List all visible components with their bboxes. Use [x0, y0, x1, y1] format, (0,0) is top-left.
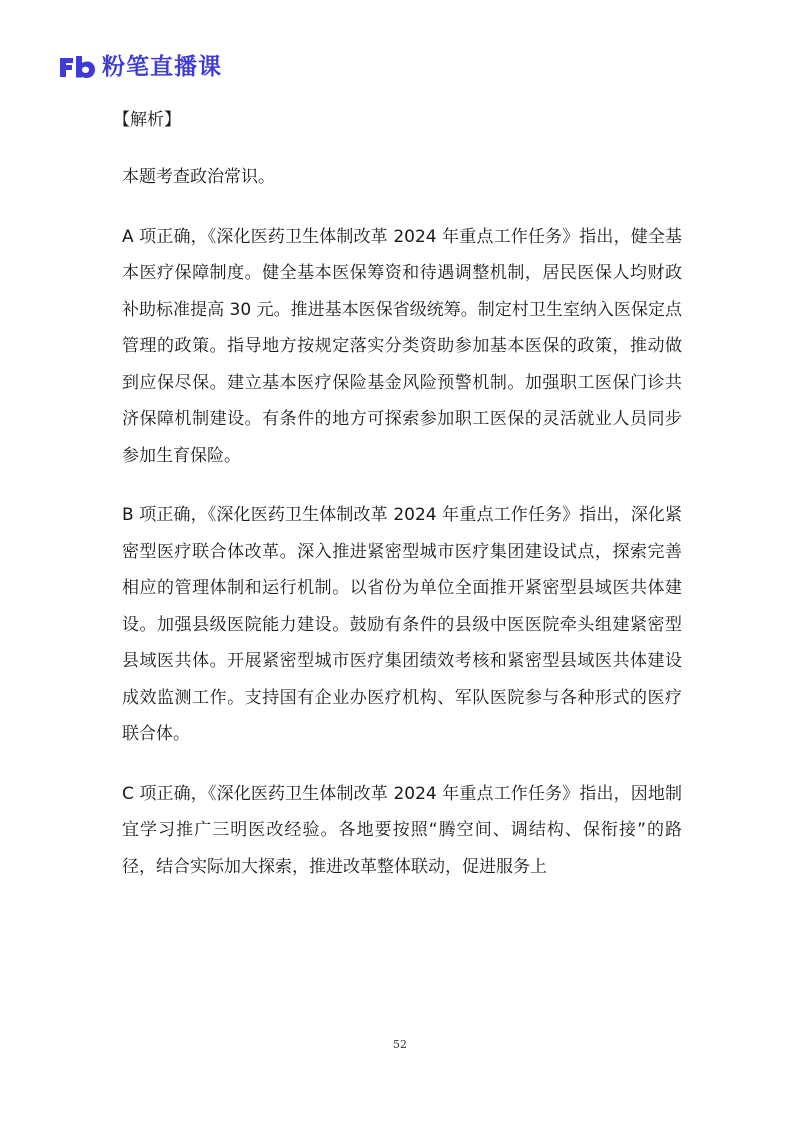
paragraph-intro: 本题考查政治常识。	[122, 167, 275, 187]
section-heading: 【解析】	[113, 110, 181, 130]
paragraph-option-b: B 项正确，《深化医药卫生体制改革 2024 年重点工作任务》指出，深化紧密型医疗联合体改革。深入推进紧密型城市医疗集团建设试点，探索完善相应的管理体制和运行机制。以省份为单位全面推开紧密型县域医共体建设。加强县级医院能力建设。鼓励有条件的县级中医医院牵头组建紧密型县域医共体。开展紧密型城市医疗集团绩效考核和紧密型县域医共体建设成效监测工作。支持国有企业办医疗机构、军队医院参与各种形式的医疗联合体。	[122, 505, 682, 744]
answer-explanation	[113, 102, 682, 908]
paragraph-option-c: C 项正确，《深化医药卫生体制改革 2024 年重点工作任务》指出，因地制宜学习推广三明医改经验。各地要按照“腾空间、调结构、保衔接”的路径，结合实际加大探索，推进改革整体联动，促进服务上	[122, 783, 682, 877]
brand-name: 粉笔直播课	[102, 54, 222, 80]
page-number: 52	[393, 1038, 407, 1051]
brand-header	[58, 52, 222, 82]
paragraph-option-a: A 项正确，《深化医药卫生体制改革 2024 年重点工作任务》指出，健全基本医疗保障制度。健全基本医保筹资和待遇调整机制，居民医保人均财政补助标准提高 30 元。推进基本医保省级统筹。制定村卫生室纳入医保定点管理的政策。指导地方按规定落实分类资助参加基本医保的政策，推动做到应保尽保。建立基本医疗保险基金风险预警机制。加强职工医保门诊共济保障机制建设。有条件的地方可探索参加职工医保的灵活就业人员同步参加生育保险。	[122, 226, 682, 466]
fb-logo-icon	[58, 54, 96, 80]
